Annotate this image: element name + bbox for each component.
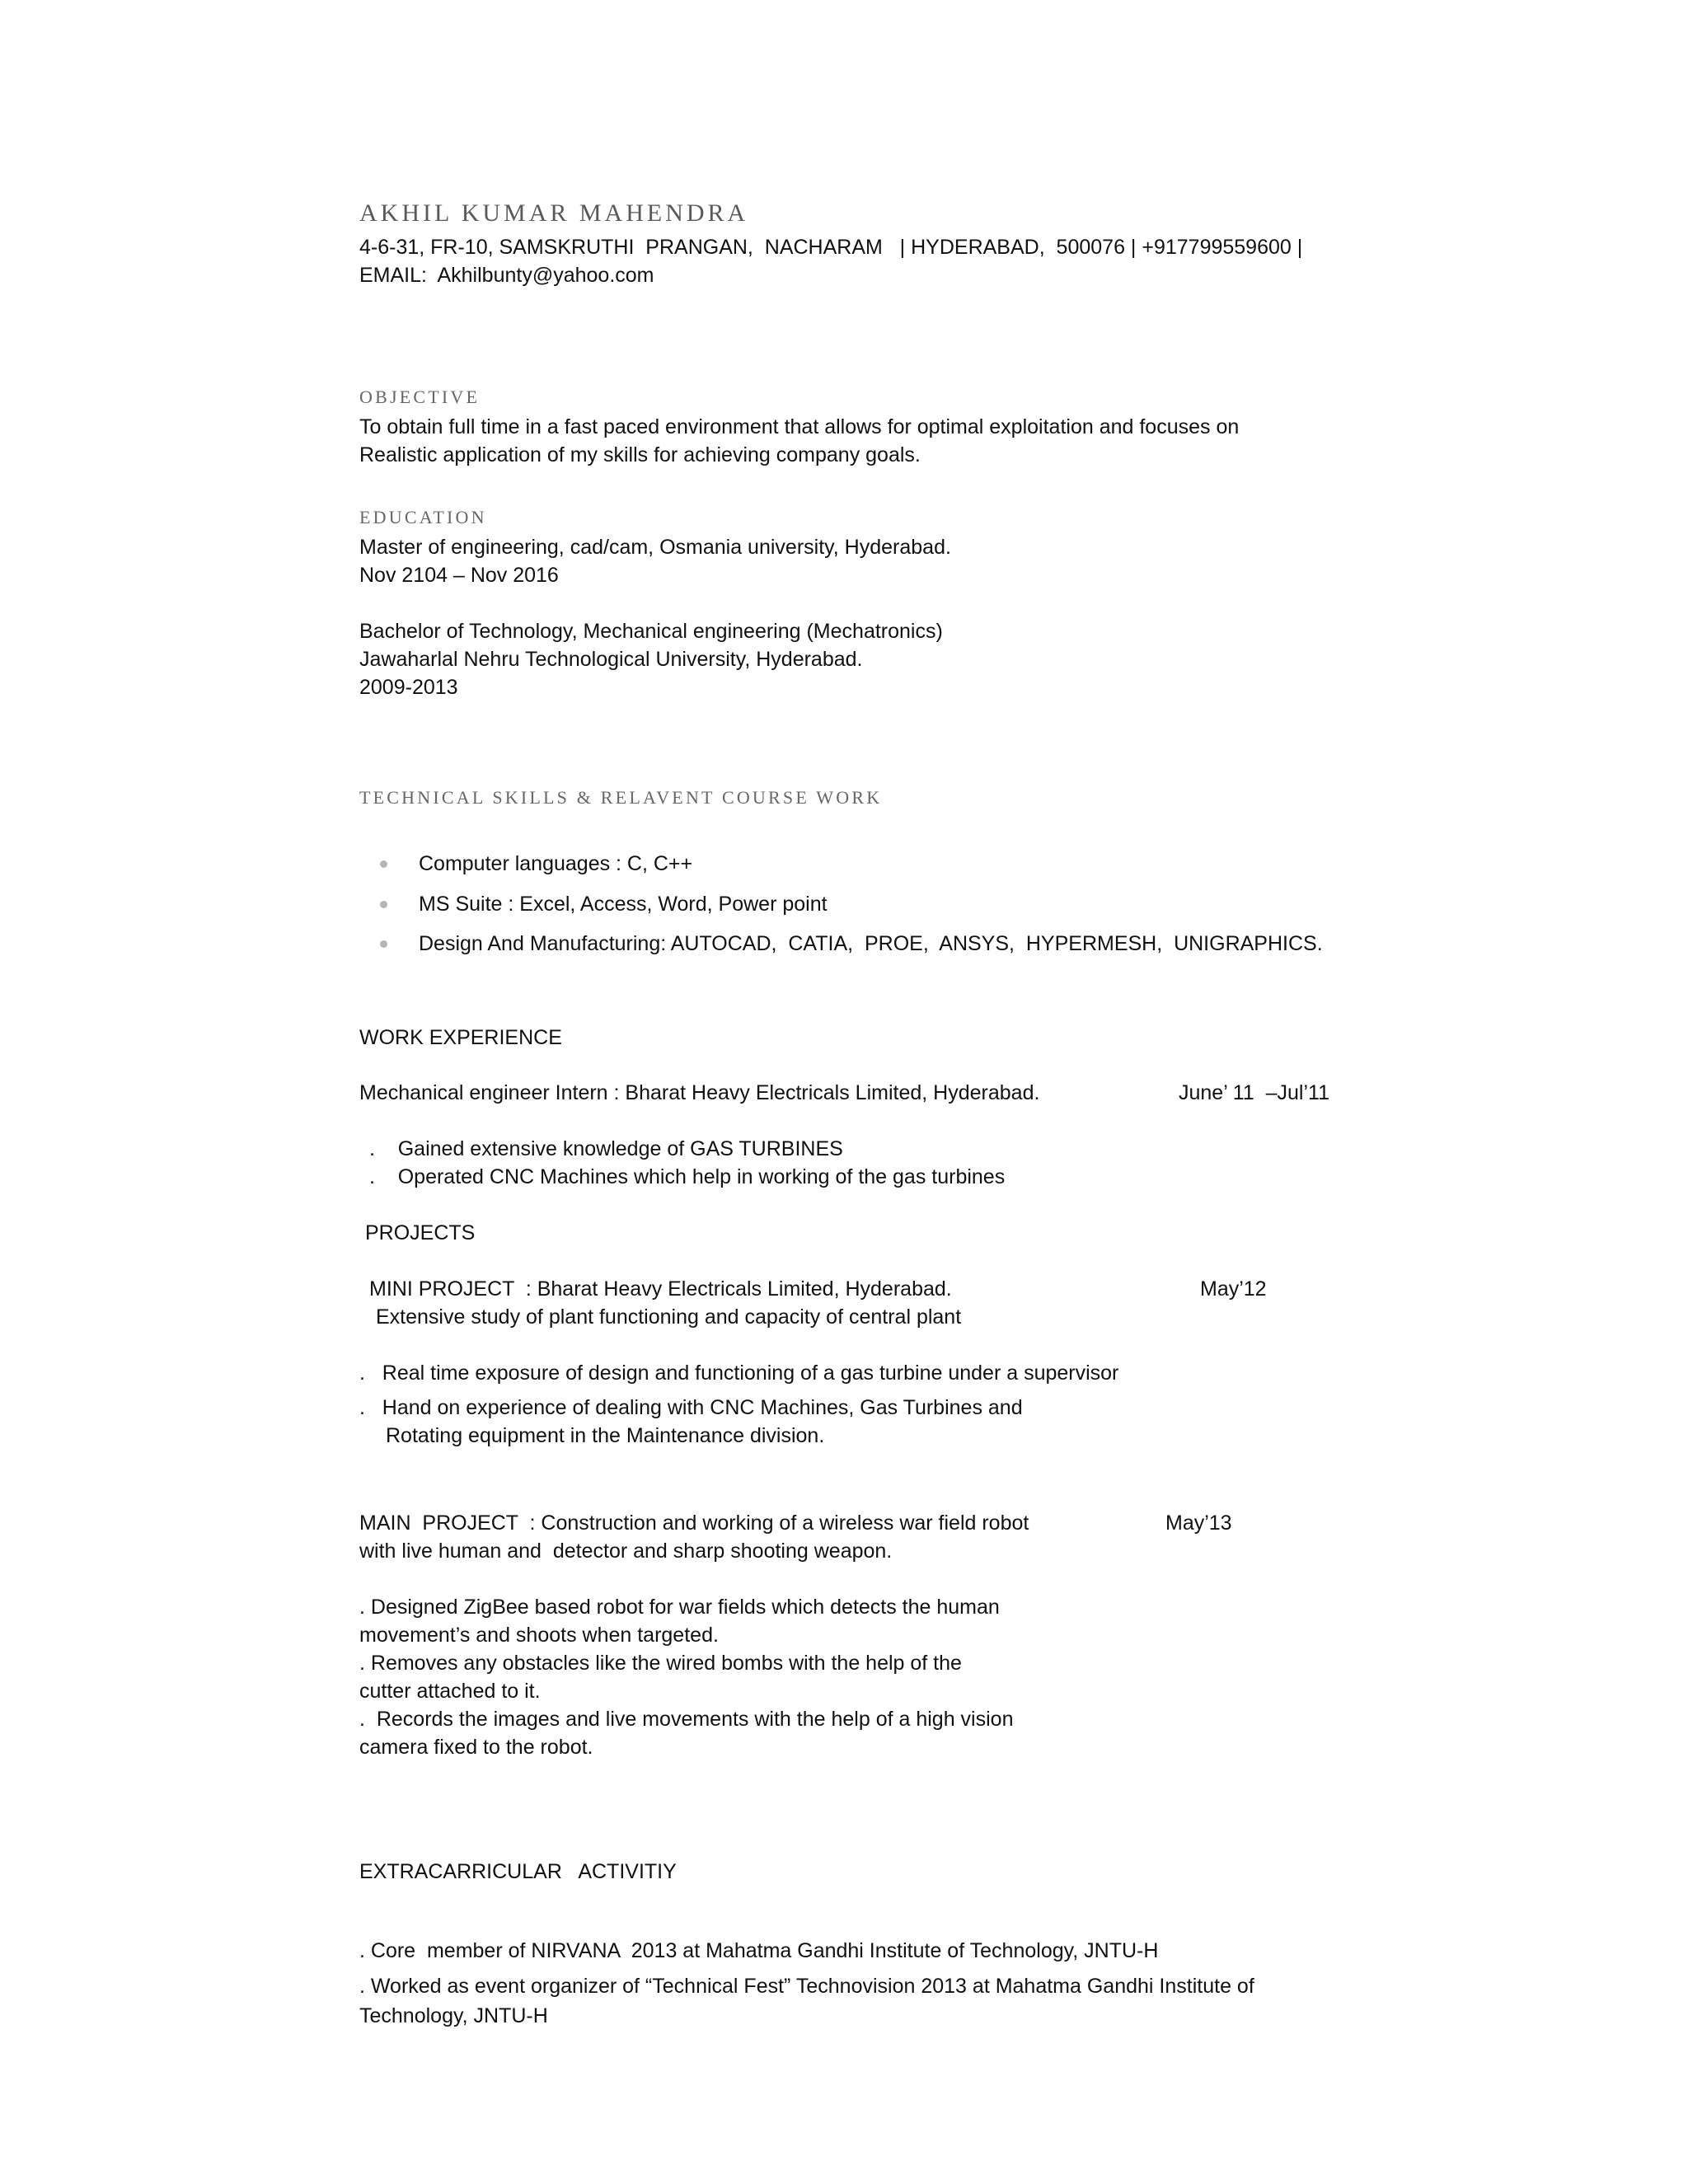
mini-project-description: Extensive study of plant functioning and capacity of central plant [376, 1305, 962, 1329]
section-heading-work-experience: WORK EXPERIENCE [359, 1026, 562, 1049]
work-point: . Gained extensive knowledge of GAS TURBINES [369, 1137, 843, 1160]
bullet-icon [380, 901, 387, 908]
mini-project-point: . Real time exposure of design and functioning of a gas turbine under a supervisor [359, 1361, 1119, 1385]
work-point: . Operated CNC Machines which help in working of the gas turbines [369, 1165, 1006, 1188]
mini-project-point: Rotating equipment in the Maintenance division. [386, 1424, 825, 1447]
contact-email: EMAIL: Akhilbunty@yahoo.com [359, 264, 654, 287]
education-bachelors-degree: Bachelor of Technology, Mechanical engineering (Mechatronics) [359, 620, 943, 643]
education-masters-degree: Master of engineering, cad/cam, Osmania university, Hyderabad. [359, 536, 951, 559]
skill-item: Design And Manufacturing: AUTOCAD, CATIA, PROE, ANSYS, HYPERMESH, UNIGRAPHICS. [419, 932, 1323, 955]
work-role: Mechanical engineer Intern : Bharat Heavy Electricals Limited, Hyderabad. [359, 1081, 1040, 1104]
extracurricular-point: . Worked as event organizer of “Technical Fest” Technovision 2013 at Mahatma Gandhi Institute of [359, 1975, 1254, 1998]
work-dates: June’ 11 –Jul’11 [1179, 1081, 1329, 1104]
section-heading-extracurricular: EXTRACARRICULAR ACTIVITIY [359, 1860, 677, 1883]
extracurricular-point: Technology, JNTU-H [359, 2004, 548, 2027]
main-project-title: MAIN PROJECT : Construction and working of a wireless war field robot [359, 1511, 1029, 1535]
section-heading-projects: PROJECTS [365, 1221, 476, 1244]
mini-project-point: . Hand on experience of dealing with CNC Machines, Gas Turbines and [359, 1396, 1023, 1419]
main-project-date: May’13 [1165, 1511, 1232, 1535]
section-heading-skills: TECHNICAL SKILLS & RELAVENT COURSE WORK [359, 787, 883, 808]
education-masters-dates: Nov 2104 – Nov 2016 [359, 564, 559, 587]
extracurricular-point: . Core member of NIRVANA 2013 at Mahatma Gandhi Institute of Technology, JNTU-H [359, 1939, 1159, 1962]
main-project-point: . Designed ZigBee based robot for war fields which detects the human [359, 1596, 1000, 1619]
education-bachelors-university: Jawaharlal Nehru Technological University, Hyderabad. [359, 648, 863, 671]
objective-line: To obtain full time in a fast paced environment that allows for optimal exploitation and focuses on [359, 415, 1240, 438]
candidate-name: AKHIL KUMAR MAHENDRA [359, 199, 749, 227]
main-project-point: movement’s and shoots when targeted. [359, 1624, 719, 1647]
mini-project-date: May’12 [1200, 1277, 1267, 1301]
education-bachelors-dates: 2009-2013 [359, 676, 458, 699]
bullet-icon [380, 860, 387, 868]
main-project-point: camera fixed to the robot. [359, 1736, 593, 1759]
section-heading-objective: OBJECTIVE [359, 387, 481, 407]
main-project-point: . Removes any obstacles like the wired bombs with the help of the [359, 1652, 962, 1675]
contact-address: 4-6-31, FR-10, SAMSKRUTHI PRANGAN, NACHARAM | HYDERABAD, 500076 | +917799559600 | [359, 236, 1303, 259]
main-project-title-continued: with live human and detector and sharp shooting weapon. [359, 1540, 893, 1563]
mini-project-title: MINI PROJECT : Bharat Heavy Electricals Limited, Hyderabad. [369, 1277, 952, 1301]
skill-item: Computer languages : C, C++ [419, 852, 693, 875]
main-project-point: cutter attached to it. [359, 1680, 541, 1703]
main-project-point: . Records the images and live movements with the help of a high vision [359, 1708, 1014, 1731]
skill-item: MS Suite : Excel, Access, Word, Power point [419, 893, 828, 916]
bullet-icon [380, 940, 387, 948]
objective-line: Realistic application of my skills for achieving company goals. [359, 443, 921, 466]
section-heading-education: EDUCATION [359, 507, 487, 527]
